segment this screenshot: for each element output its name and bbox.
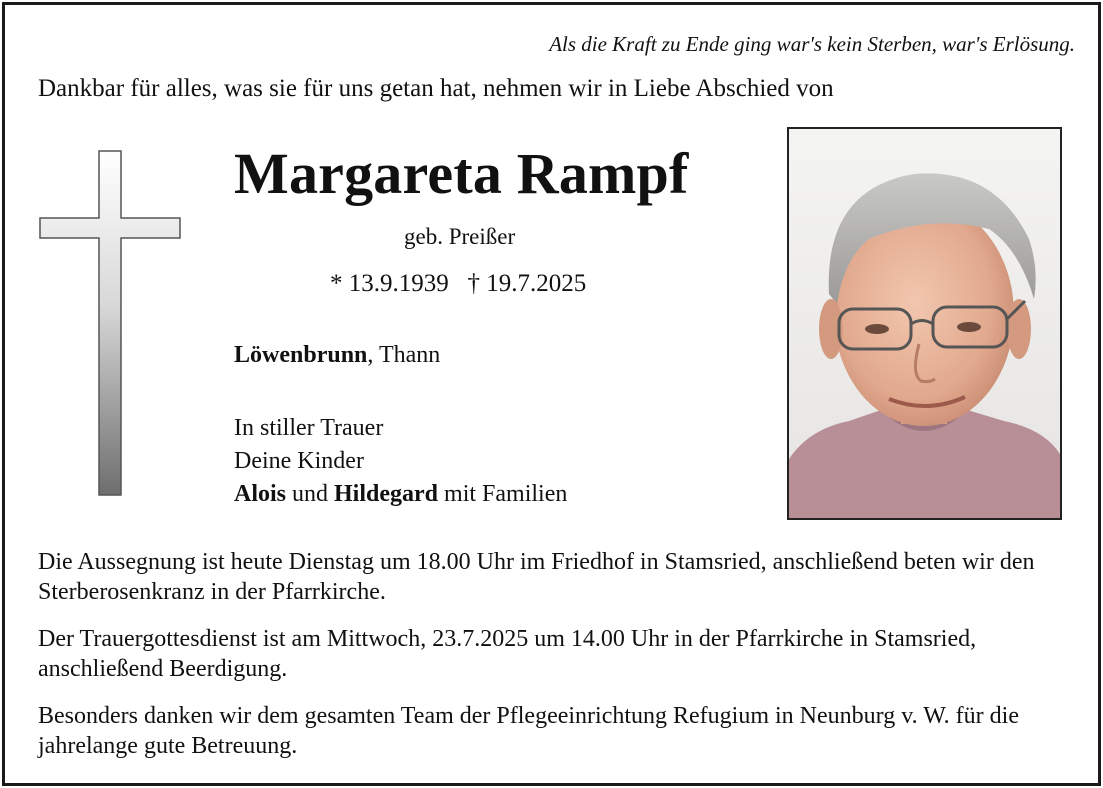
mourners-block bbox=[234, 412, 567, 511]
thanks-notice: Besonders danken wir dem gesamten Team der Pflegeeinrichtung Refugium in Neunburg v. W. für die jahrelange gute Betreuung. bbox=[38, 703, 1019, 759]
children-line: Deine Kinder bbox=[234, 448, 364, 474]
birth-name: geb. Preißer bbox=[404, 224, 516, 249]
death-date: † 19.7.2025 bbox=[467, 270, 587, 297]
consecration-notice: Die Aussegnung ist heute Dienstag um 18.00 Uhr im Friedhof in Stamsried, anschließend beten wir den Sterberosenkranz in der Pfarrkirche. bbox=[38, 549, 1035, 605]
families-suffix: mit Familien bbox=[438, 481, 568, 507]
conjunction: und bbox=[286, 481, 335, 507]
portrait-photo bbox=[787, 127, 1062, 520]
deceased-name: Margareta Rampf bbox=[234, 141, 689, 206]
motto: Als die Kraft zu Ende ging war's kein Sterben, war's Erlösung. bbox=[549, 32, 1075, 56]
birth-date: * 13.9.1939 bbox=[330, 270, 449, 297]
intro-text: Dankbar für alles, was sie für uns getan hat, nehmen wir in Liebe Abschied von bbox=[38, 75, 834, 102]
village: Löwenbrunn bbox=[234, 342, 368, 368]
child-name: Hildegard bbox=[334, 481, 439, 507]
children-names bbox=[234, 478, 567, 511]
child-name: Alois bbox=[234, 481, 287, 507]
mourning-line: In stiller Trauer bbox=[234, 415, 384, 441]
town: Thann bbox=[378, 342, 441, 368]
cross-icon bbox=[38, 150, 182, 496]
funeral-notice: Der Trauergottesdienst ist am Mittwoch, 23.7.2025 um 14.00 Uhr in der Pfarrkirche in Stamsried, anschließend Beerdigung. bbox=[38, 626, 977, 682]
residence bbox=[234, 342, 440, 369]
life-dates bbox=[330, 270, 586, 298]
place-separator: , bbox=[367, 342, 379, 368]
